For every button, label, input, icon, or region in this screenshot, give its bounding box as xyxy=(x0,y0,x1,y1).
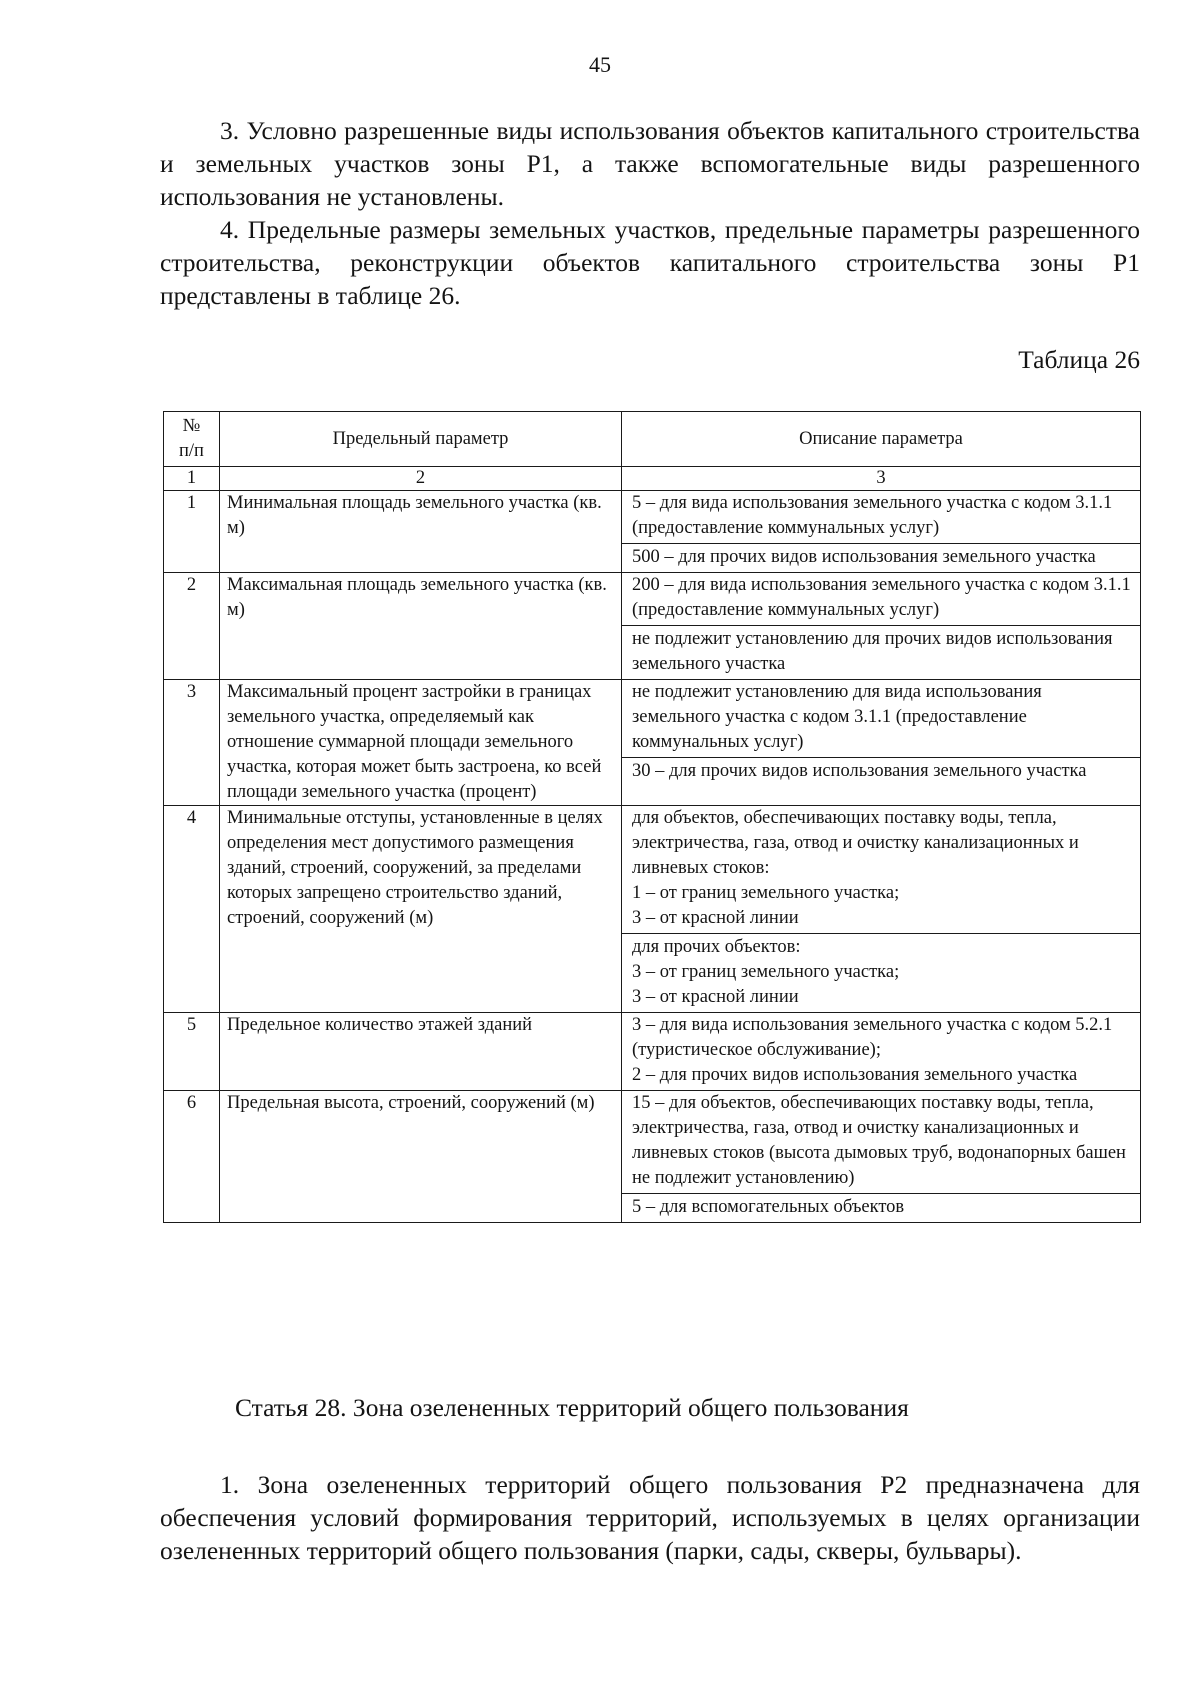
description-line: для объектов, обеспечивающих поставку воды, тепла, электричества, газа, отвод и очистку канализационных и ливневых стоков: xyxy=(632,808,1079,878)
description-line: 3 – от красной линии xyxy=(632,987,799,1007)
row-number: 2 xyxy=(164,573,220,680)
page-number: 45 xyxy=(589,52,611,77)
row-number: 5 xyxy=(164,1013,220,1091)
index-cell: 1 xyxy=(164,467,220,491)
table-row xyxy=(164,806,1141,1013)
index-cell: 2 xyxy=(220,467,622,491)
header-number xyxy=(164,412,220,467)
description-part: 500 – для прочих видов использования земельного участка xyxy=(622,543,1140,572)
description-line: 3 – от границ земельного участка; xyxy=(632,962,900,982)
row-description xyxy=(622,573,1141,680)
header-description: Описание параметра xyxy=(622,412,1141,467)
row-number: 6 xyxy=(164,1091,220,1223)
description-part: 200 – для вида использования земельного участка с кодом 3.1.1 (предоставление коммунальных услуг) xyxy=(632,575,1131,620)
row-description xyxy=(622,1091,1141,1223)
header-number-line2: п/п xyxy=(179,441,204,461)
description-line: 3 – для вида использования земельного участка с кодом 5.2.1 (туристическое обслуживание); xyxy=(632,1015,1113,1060)
description-part: 5 – для вида использования земельного участка с кодом 3.1.1 (предоставление коммунальных услуг) xyxy=(632,493,1113,538)
row-number: 1 xyxy=(164,491,220,573)
description-part xyxy=(622,1013,1140,1090)
row-parameter: Предельная высота, строений, сооружений (м) xyxy=(220,1091,622,1223)
row-description xyxy=(622,491,1141,573)
row-number: 3 xyxy=(164,680,220,806)
row-parameter: Предельное количество этажей зданий xyxy=(220,1013,622,1091)
row-parameter: Минимальная площадь земельного участка (кв. м) xyxy=(220,491,622,573)
description-part: 30 – для прочих видов использования земельного участка xyxy=(622,757,1140,786)
description-part: 15 – для объектов, обеспечивающих поставку воды, тепла, электричества, газа, отвод и очистку канализационных и ливневых стоков (высота дымовых труб, водонапорных башен не подлежит установлению) xyxy=(632,1093,1126,1188)
table-row xyxy=(164,1091,1141,1223)
table-index-row xyxy=(164,467,1141,491)
table-row xyxy=(164,1013,1141,1091)
paragraph-3: 3. Условно разрешенные виды использования объектов капитального строительства и земельных участков зоны Р1, а также вспомогательные виды разрешенного использования не установлены. xyxy=(160,116,1140,211)
description-part xyxy=(622,806,1140,933)
index-cell: 3 xyxy=(622,467,1141,491)
table-row xyxy=(164,680,1141,806)
description-line: 3 – от красной линии xyxy=(632,908,799,928)
description-part xyxy=(622,933,1140,1012)
row-description xyxy=(622,806,1141,1013)
header-number-line1: № xyxy=(182,416,201,436)
row-parameter: Минимальные отступы, установленные в целях определения мест допустимого размещения зданий, строений, сооружений, за пределами которых запрещено строительство зданий, строений, сооружений (м) xyxy=(220,806,622,1013)
row-number: 4 xyxy=(164,806,220,1013)
row-parameter: Максимальная площадь земельного участка (кв. м) xyxy=(220,573,622,680)
description-part: не подлежит установлению для прочих видов использования земельного участка xyxy=(622,625,1140,679)
table-header-row xyxy=(164,412,1141,467)
limits-table xyxy=(163,411,1141,1223)
table-caption: Таблица 26 xyxy=(1018,345,1140,374)
paragraph-article-1: 1. Зона озелененных территорий общего пользования Р2 предназначена для обеспечения условий формирования территорий, используемых в целях организации озелененных территорий общего пользования (парки, сады, скверы, бульвары). xyxy=(160,1470,1140,1565)
description-line: 1 – от границ земельного участка; xyxy=(632,883,900,903)
description-line: для прочих объектов: xyxy=(632,937,801,957)
description-part: 5 – для вспомогательных объектов xyxy=(622,1193,1140,1222)
article-title: Статья 28. Зона озелененных территорий общего пользования xyxy=(235,1393,909,1422)
row-description xyxy=(622,680,1141,806)
row-parameter: Максимальный процент застройки в границах земельного участка, определяемый как отношение суммарной площади земельного участка, которая может быть застроена, ко всей площади земельного участка (процент) xyxy=(220,680,622,806)
description-part: не подлежит установлению для вида использования земельного участка с кодом 3.1.1 (предоставление коммунальных услуг) xyxy=(632,682,1042,752)
table-row xyxy=(164,573,1141,680)
row-description xyxy=(622,1013,1141,1091)
paragraph-4: 4. Предельные размеры земельных участков, предельные параметры разрешенного строительства, реконструкции объектов капитального строительства зоны Р1 представлены в таблице 26. xyxy=(160,215,1140,310)
description-line: 2 – для прочих видов использования земельного участка xyxy=(632,1065,1078,1085)
header-parameter: Предельный параметр xyxy=(220,412,622,467)
table-row xyxy=(164,491,1141,573)
